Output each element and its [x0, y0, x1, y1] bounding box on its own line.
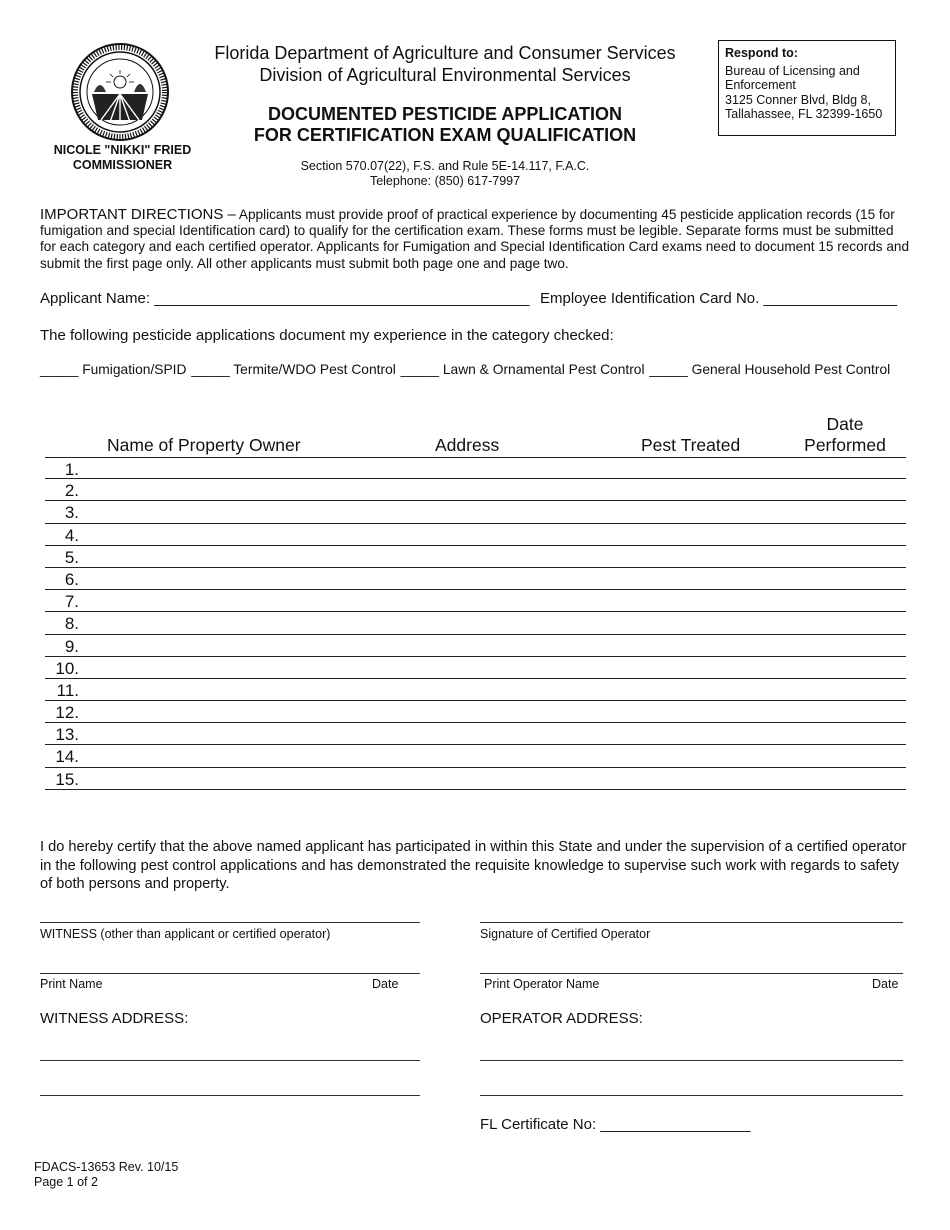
date-label-left: Date	[372, 977, 399, 991]
employee-id-field[interactable]: Employee Identification Card No. ________________	[540, 290, 897, 307]
witness-print-name-line[interactable]	[40, 973, 420, 974]
category-termite[interactable]: _____ Termite/WDO Pest Control	[191, 362, 396, 377]
important-directions	[40, 207, 912, 272]
form-title	[190, 104, 700, 146]
respond-heading: Respond to:	[725, 46, 798, 60]
operator-print-name-line[interactable]	[480, 973, 903, 974]
header-date-line-2: Performed	[804, 435, 886, 455]
category-instruction: The following pesticide applications document my experience in the category checked:	[40, 327, 614, 344]
agency-line-2: Division of Agricultural Environmental Services	[259, 65, 631, 85]
row-number: 13.	[55, 725, 79, 745]
row-number: 8.	[64, 614, 79, 634]
respond-line-1: Bureau of Licensing and	[725, 63, 860, 78]
applicant-name-field[interactable]: Applicant Name: _____________________________________________	[40, 290, 530, 307]
row-number: 6.	[64, 569, 79, 589]
operator-address-line-2[interactable]	[480, 1095, 903, 1096]
header-date-line-1: Date	[826, 414, 864, 434]
table-row[interactable]	[45, 479, 906, 501]
row-number: 14.	[55, 747, 79, 767]
date-label-right: Date	[872, 977, 899, 991]
agency-name	[190, 42, 700, 86]
operator-address-label: OPERATOR ADDRESS:	[480, 1010, 643, 1027]
commissioner-block	[45, 143, 200, 173]
operator-signature-line[interactable]	[480, 922, 903, 923]
certification-statement: I do hereby certify that the above named applicant has participated in within this State and under the supervision of a certified operator in the following pest control applications and has demonstrated the requisite knowledge to supervise such work with regards to safety of both persons and property.	[40, 839, 907, 892]
witness-label: WITNESS (other than applicant or certified operator)	[40, 927, 331, 941]
title-line-1: DOCUMENTED PESTICIDE APPLICATION	[267, 104, 622, 124]
department-seal	[70, 42, 170, 142]
row-number: 12.	[55, 703, 79, 723]
respond-to-box	[718, 40, 896, 136]
table-row[interactable]	[45, 524, 906, 546]
statute-reference: Section 570.07(22), F.S. and Rule 5E-14.117, F.A.C.	[300, 159, 590, 173]
table-row[interactable]	[45, 657, 906, 679]
table-row[interactable]	[45, 679, 906, 701]
witness-signature-line[interactable]	[40, 922, 420, 923]
table-row[interactable]	[45, 768, 906, 790]
table-row[interactable]	[45, 546, 906, 568]
witness-address-line-1[interactable]	[40, 1060, 420, 1061]
row-number: 5.	[64, 547, 79, 567]
table-row[interactable]	[45, 701, 906, 723]
operator-signature-label: Signature of Certified Operator	[480, 927, 651, 941]
page-number: Page 1 of 2	[34, 1174, 98, 1189]
row-number: 10.	[55, 658, 79, 678]
row-number: 2.	[64, 481, 79, 501]
respond-line-4: Tallahassee, FL 32399-1650	[725, 107, 883, 121]
row-number: 15.	[55, 769, 79, 789]
header-date-performed	[800, 414, 890, 456]
table-row[interactable]	[45, 590, 906, 612]
row-number: 3.	[64, 503, 79, 523]
respond-line-3: 3125 Conner Blvd, Bldg 8,	[725, 92, 871, 107]
table-row[interactable]	[45, 501, 906, 523]
table-row[interactable]	[45, 723, 906, 745]
application-records-table	[45, 457, 906, 790]
statute-info	[190, 159, 700, 189]
category-fumigation[interactable]: _____ Fumigation/SPID	[40, 362, 187, 377]
table-row[interactable]	[45, 457, 906, 479]
title-line-2: FOR CERTIFICATION EXAM QUALIFICATION	[253, 125, 637, 145]
witness-address-label: WITNESS ADDRESS:	[40, 1010, 189, 1027]
table-row[interactable]	[45, 635, 906, 657]
row-number: 7.	[64, 592, 79, 612]
header-property-owner: Name of Property Owner	[107, 435, 301, 455]
fl-certificate-field[interactable]: FL Certificate No: __________________	[480, 1116, 751, 1133]
category-options	[40, 362, 890, 377]
witness-address-line-2[interactable]	[40, 1095, 420, 1096]
row-number: 9.	[64, 636, 79, 656]
commissioner-name: NICOLE "NIKKI" FRIED	[53, 143, 192, 157]
form-number: FDACS-13653 Rev. 10/15	[34, 1160, 179, 1174]
table-row[interactable]	[45, 612, 906, 634]
respond-line-2: Enforcement	[725, 78, 796, 92]
form-footer	[34, 1160, 178, 1189]
agency-line-1: Florida Department of Agriculture and Consumer Services	[214, 43, 676, 63]
category-general-household[interactable]: _____ General Household Pest Control	[649, 362, 891, 377]
operator-address-line-1[interactable]	[480, 1060, 903, 1061]
header-pest-treated: Pest Treated	[641, 435, 741, 455]
print-operator-label: Print Operator Name	[484, 977, 600, 991]
commissioner-title: COMMISSIONER	[72, 158, 173, 172]
row-number: 4.	[64, 525, 79, 545]
row-number: 11.	[56, 680, 79, 700]
table-row[interactable]	[45, 568, 906, 590]
category-lawn-ornamental[interactable]: _____ Lawn & Ornamental Pest Control	[400, 362, 645, 377]
header-address: Address	[435, 435, 500, 455]
row-number: 1.	[64, 460, 79, 479]
directions-lead: IMPORTANT DIRECTIONS –	[40, 206, 236, 223]
telephone: Telephone: (850) 617-7997	[369, 174, 521, 188]
directions-text: Applicants must provide proof of practical experience by documenting 45 pesticide application records (15 for fumigation and special Identification card) to qualify for the certification exam. These forms must be legible. Separate forms must be submitted for each category and each certified operator. Applicants for Fumigation and Special Identification Card exams need to document 15 records and submit the first page only. All other applicants must submit both page one and page two.	[40, 207, 910, 271]
print-name-label: Print Name	[40, 977, 103, 991]
table-row[interactable]	[45, 745, 906, 767]
